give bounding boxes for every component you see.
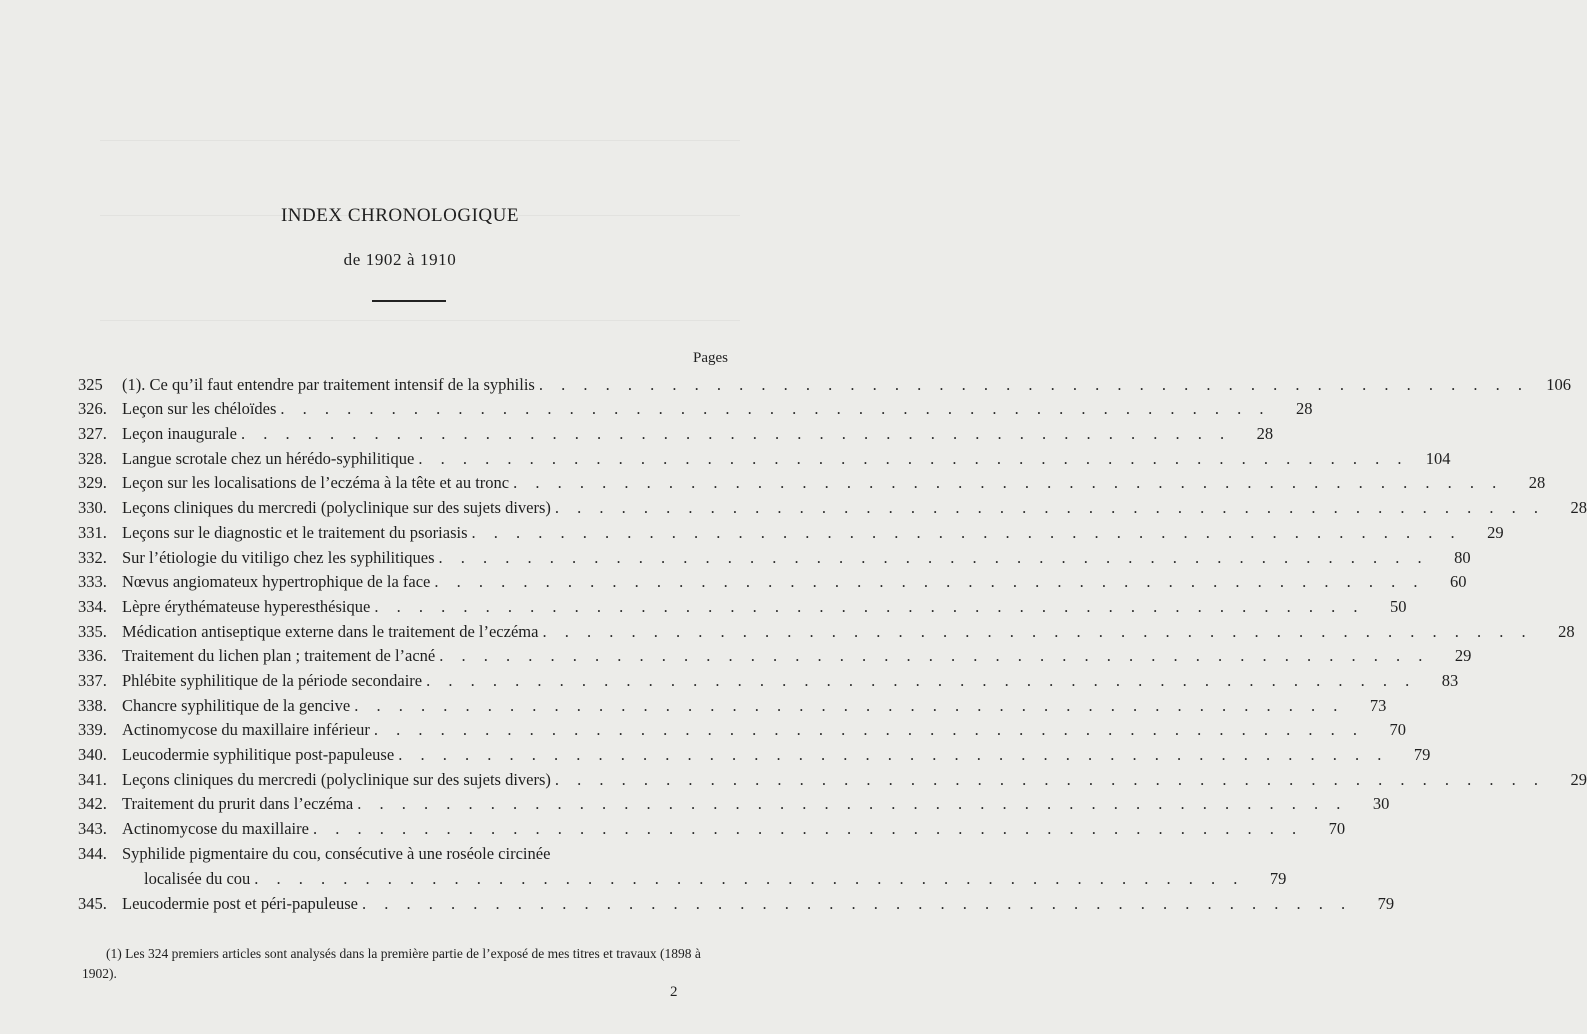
dot-leader: . . . . . . . . . . . . . . . . . . . . . . . . . . . . . . . . . . . . . . . . . . . . . [398, 745, 1389, 764]
bleed-through-line [100, 320, 740, 321]
entry-title: Leçons cliniques du mercredi (polyclinique sur des sujets divers) [122, 498, 551, 518]
entry-title: Langue scrotale chez un hérédo-syphilitique [122, 448, 415, 468]
index-entry [78, 790, 1390, 815]
dot-leader: . . . . . . . . . . . . . . . . . . . . . . . . . . . . . . . . . . . . . . . . . . . . . [554, 769, 1546, 789]
dot-leader: . . . . . . . . . . . . . . . . . . . . . . . . . . . . . . . . . . . . . . . . . . . . . [439, 646, 1430, 666]
entry-title: Actinomycose du maxillaire inférieur [122, 720, 370, 740]
entry-page: 29 [1570, 769, 1587, 789]
index-entry [78, 493, 1587, 518]
index-entry [78, 469, 1546, 494]
entry-number: 331. [78, 522, 107, 542]
entry-title: Nœvus angiomateux hypertrophique de la face [122, 572, 431, 592]
dot-leader: . . . . . . . . . . . . . . . . . . . . . . . . . . . . . . . . . . . . . . . . . . . . . [354, 695, 1345, 715]
index-entry [78, 543, 1471, 568]
entry-number: 332. [78, 547, 107, 567]
title-rule [372, 300, 446, 302]
entry-title: Leucodermie post et péri-papuleuse [122, 893, 358, 913]
dot-leader: . . . . . . . . . . . . . . . . . . . . . . . . . . . . . . . . . . . . . . . . . . . . . [542, 621, 1533, 641]
index-entry-344 [78, 839, 1287, 889]
entry-number: 328. [78, 448, 107, 468]
entry-page: 30 [1372, 794, 1390, 814]
dot-leader: . . . . . . . . . . . . . . . . . . . . . . . . . . . . . . . . . . . . . . . . . . . . . [357, 794, 1348, 814]
dot-leader: . . . . . . . . . . . . . . . . . . . . . . . . . . . . . . . . . . . . . . . . . . . . . [471, 522, 1462, 542]
bleed-through-line [100, 140, 740, 141]
dot-leader: . . . . . . . . . . . . . . . . . . . . . . . . . . . . . . . . . . . . . . . . . . . . . [438, 547, 1429, 567]
entry-page: 28 [1528, 473, 1546, 493]
entry-number: 333. [78, 572, 107, 592]
index-entry [78, 691, 1387, 716]
index-entry [78, 568, 1467, 593]
entry-page: 28 [1256, 424, 1274, 444]
entry-number: 326. [78, 399, 107, 419]
entry-number: 343. [78, 819, 107, 839]
dot-leader: . . . . . . . . . . . . . . . . . . . . . . . . . . . . . . . . . . . . . . . . . . . . . [312, 819, 1304, 839]
entry-title: Leçon sur les localisations de l’eczéma à la tête et au tronc [122, 473, 510, 493]
entry-page: 28 [1570, 498, 1587, 518]
entry-title: Leçons cliniques du mercredi (polyclinique sur des sujets divers) [122, 769, 551, 789]
index-title: INDEX CHRONOLOGIQUE [280, 205, 519, 226]
entry-page: 83 [1441, 670, 1459, 690]
entry-title: Sur l’étiologie du vitiligo chez les syphilitiques [122, 547, 435, 567]
page-number: 2 [670, 984, 678, 1000]
entry-number: 338. [78, 695, 107, 715]
index-entry-345 [78, 889, 1395, 914]
index-entry [78, 395, 1313, 420]
entry-number: 339. [78, 720, 107, 740]
dot-leader: . . . . . . . . . . . . . . . . . . . . . . . . . . . . . . . . . . . . . . . . . . . . . [254, 869, 1245, 889]
entry-page: 28 [1558, 621, 1575, 641]
index-entry [78, 740, 1431, 765]
entry-title: Médication antiseptique externe dans le traitement de l’eczéma [122, 621, 539, 641]
index-entry [78, 419, 1274, 444]
index-entry [78, 642, 1472, 667]
entry-number: 334. [78, 596, 107, 616]
entry-page: 50 [1389, 596, 1407, 616]
dot-leader: . . . . . . . . . . . . . . . . . . . . . . . . . . . . . . . . . . . . . . . . . . . . . [554, 498, 1546, 518]
index-entry [78, 444, 1451, 469]
entry-number: 330. [78, 498, 107, 518]
dot-leader: . . . . . . . . . . . . . . . . . . . . . . . . . . . . . . . . . . . . . . . . . . . . . [426, 670, 1417, 690]
entry-title: Chancre syphilitique de la gencive [122, 695, 351, 715]
dot-leader: . . . . . . . . . . . . . . . . . . . . . . . . . . . . . . . . . . . . . . . . . . . . . [418, 448, 1409, 468]
entry-number: 342. [78, 794, 107, 814]
footnote: (1) Les 324 premiers articles sont analysés dans la première partie de l’exposé de mes titres et travaux (1898 à 1902). [82, 946, 701, 981]
entry-title: Leucodermie syphilitique post-papuleuse [122, 745, 395, 764]
entry-page: 70 [1389, 720, 1406, 740]
entry-title: Lèpre érythémateuse hyperesthésique [122, 596, 371, 616]
entry-page: 29 [1454, 646, 1472, 666]
entry-number: 325 [78, 374, 103, 394]
entry-page: 28 [1296, 399, 1313, 419]
entry-page: 29 [1487, 522, 1504, 542]
entry-page: 79 [1413, 745, 1431, 764]
entry-number: 335. [78, 621, 107, 641]
index-entry [78, 592, 1407, 617]
index-subtitle: de 1902 à 1910 [343, 250, 457, 269]
dot-leader: . . . . . . . . . . . . . . . . . . . . . . . . . . . . . . . . . . . . . . . . . . . . . [513, 473, 1504, 493]
entry-number: 337. [78, 670, 107, 690]
entry-title: Leçons sur le diagnostic et le traitement du psoriasis [122, 522, 468, 542]
entry-page: 73 [1369, 695, 1387, 715]
dot-leader: . . . . . . . . . . . . . . . . . . . . . . . . . . . . . . . . . . . . . . . . . . . . . [538, 374, 1529, 394]
pages-column-label: Pages [693, 350, 728, 366]
index-entry [78, 666, 1459, 691]
chronological-index-list [78, 370, 1587, 914]
entry-number: 327. [78, 424, 107, 444]
entry-title: (1). Ce qu’il faut entendre par traitement intensif de la syphilis [122, 374, 535, 394]
dot-leader: . . . . . . . . . . . . . . . . . . . . . . . . . . . . . . . . . . . . . . . . . . . . . [280, 399, 1271, 419]
dot-leader: . . . . . . . . . . . . . . . . . . . . . . . . . . . . . . . . . . . . . . . . . . . . . [240, 424, 1232, 444]
entry-number: 344. [78, 844, 107, 864]
index-entry [78, 518, 1504, 543]
index-entry [78, 765, 1587, 790]
entry-number: 329. [78, 473, 107, 493]
entry-page: 80 [1454, 547, 1471, 567]
dot-leader: . . . . . . . . . . . . . . . . . . . . . . . . . . . . . . . . . . . . . . . . . . . . . [361, 893, 1353, 913]
index-entry [78, 370, 1571, 395]
entry-page: 79 [1269, 869, 1287, 889]
entry-page: 106 [1546, 374, 1571, 394]
entry-page: 79 [1377, 893, 1395, 913]
entry-number: 341. [78, 769, 107, 789]
entry-title: Leçon sur les chéloïdes [122, 399, 277, 419]
entry-title: Actinomycose du maxillaire [122, 819, 309, 839]
entry-title-line2: localisée du cou [144, 869, 251, 889]
entry-page: 60 [1449, 572, 1467, 592]
entry-title: Traitement du prurit dans l’eczéma [122, 794, 354, 814]
entry-title-line1: Syphilide pigmentaire du cou, consécutive à une roséole circinée [122, 844, 551, 864]
dot-leader: . . . . . . . . . . . . . . . . . . . . . . . . . . . . . . . . . . . . . . . . . . . . . [373, 720, 1364, 740]
entry-title: Leçon inaugurale [122, 424, 237, 444]
entry-number: 340. [78, 745, 107, 764]
entry-title: Traitement du lichen plan ; traitement de l’acné [122, 646, 436, 666]
entry-title: Phlébite syphilitique de la période secondaire [122, 670, 423, 690]
index-entry [78, 617, 1575, 642]
entry-page: 104 [1425, 448, 1451, 468]
index-entry [78, 716, 1406, 741]
dot-leader: . . . . . . . . . . . . . . . . . . . . . . . . . . . . . . . . . . . . . . . . . . . . . [434, 572, 1425, 592]
dot-leader: . . . . . . . . . . . . . . . . . . . . . . . . . . . . . . . . . . . . . . . . . . . . . [374, 596, 1365, 616]
entry-number: 336. [78, 646, 107, 666]
entry-number: 345. [78, 893, 107, 913]
entry-page: 70 [1328, 819, 1346, 839]
index-entry [78, 814, 1346, 839]
